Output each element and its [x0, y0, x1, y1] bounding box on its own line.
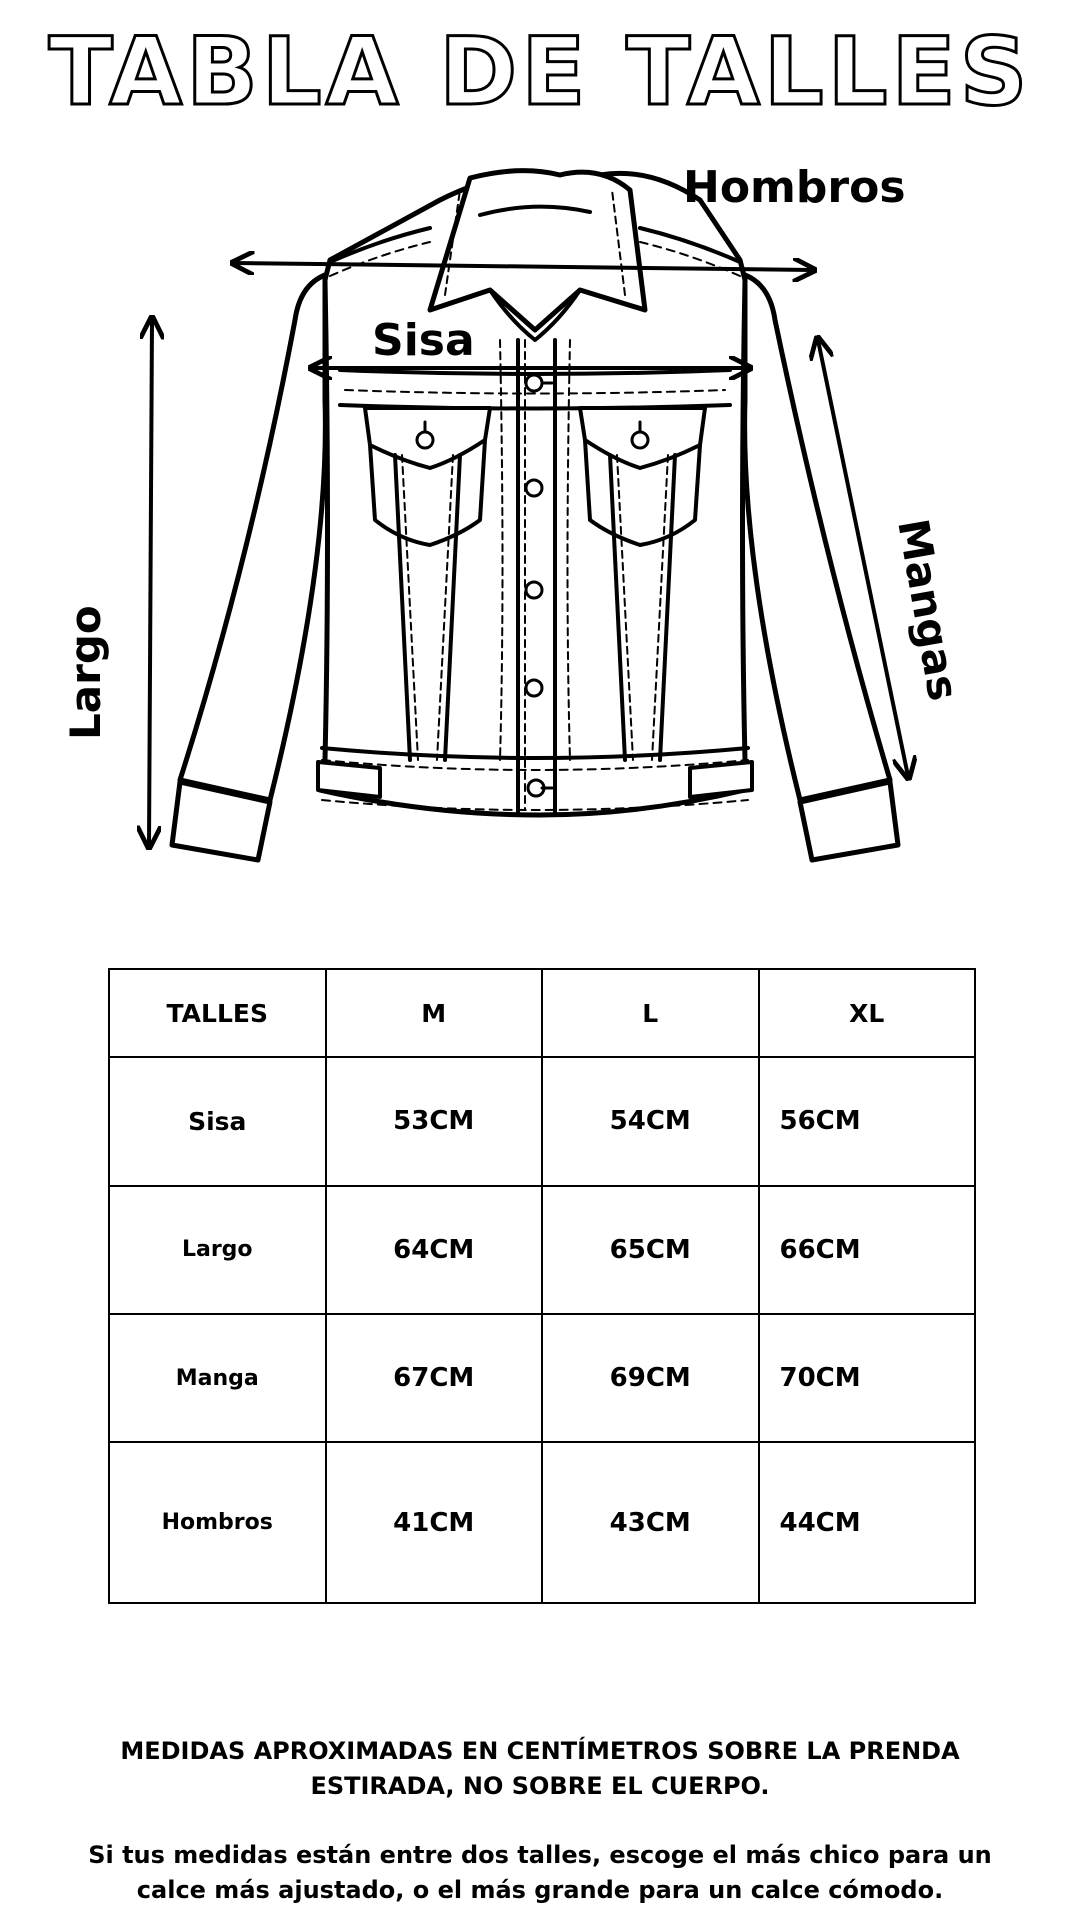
mangas-label: Mangas — [888, 515, 969, 705]
cell-value: 53CM — [326, 1057, 543, 1185]
cell-value: 66CM — [759, 1186, 976, 1314]
header-talles: TALLES — [109, 969, 326, 1057]
header-xl: XL — [759, 969, 976, 1057]
cell-value: 41CM — [326, 1442, 543, 1603]
table-row — [109, 1442, 975, 1603]
cell-value: 54CM — [542, 1057, 759, 1185]
row-label-sisa: Sisa — [109, 1057, 326, 1185]
largo-label: Largo — [61, 605, 110, 740]
jacket-icon — [172, 171, 898, 860]
hombros-label: Hombros — [683, 162, 906, 213]
cell-value: 44CM — [759, 1442, 976, 1603]
cell-value: 67CM — [326, 1314, 543, 1442]
row-label-largo: Largo — [109, 1186, 326, 1314]
sisa-label: Sisa — [372, 315, 475, 366]
largo-arrow — [149, 320, 152, 845]
header-l: L — [542, 969, 759, 1057]
table-row — [109, 1057, 975, 1185]
row-label-manga: Manga — [109, 1314, 326, 1442]
measurement-note: MEDIDAS APROXIMADAS EN CENTÍMETROS SOBRE LA PRENDA ESTIRADA, NO SOBRE EL CUERPO. — [120, 1737, 960, 1800]
cell-value: 64CM — [326, 1186, 543, 1314]
row-label-hombros: Hombros — [109, 1442, 326, 1603]
cell-value: 56CM — [759, 1057, 976, 1185]
jacket-diagram — [0, 140, 1080, 880]
table-row — [109, 1186, 975, 1314]
cell-value: 69CM — [542, 1314, 759, 1442]
fit-note: Si tus medidas están entre dos talles, escoge el más chico para un calce más ajustado, o el más grande para un calce cómodo. — [88, 1841, 992, 1904]
cell-value: 43CM — [542, 1442, 759, 1603]
table-row — [109, 1314, 975, 1442]
cell-value: 70CM — [759, 1314, 976, 1442]
size-table — [108, 968, 976, 1604]
header-m: M — [326, 969, 543, 1057]
cell-value: 65CM — [542, 1186, 759, 1314]
page-title: TABLA DE TALLES — [48, 18, 1032, 127]
table-header-row — [109, 969, 975, 1057]
